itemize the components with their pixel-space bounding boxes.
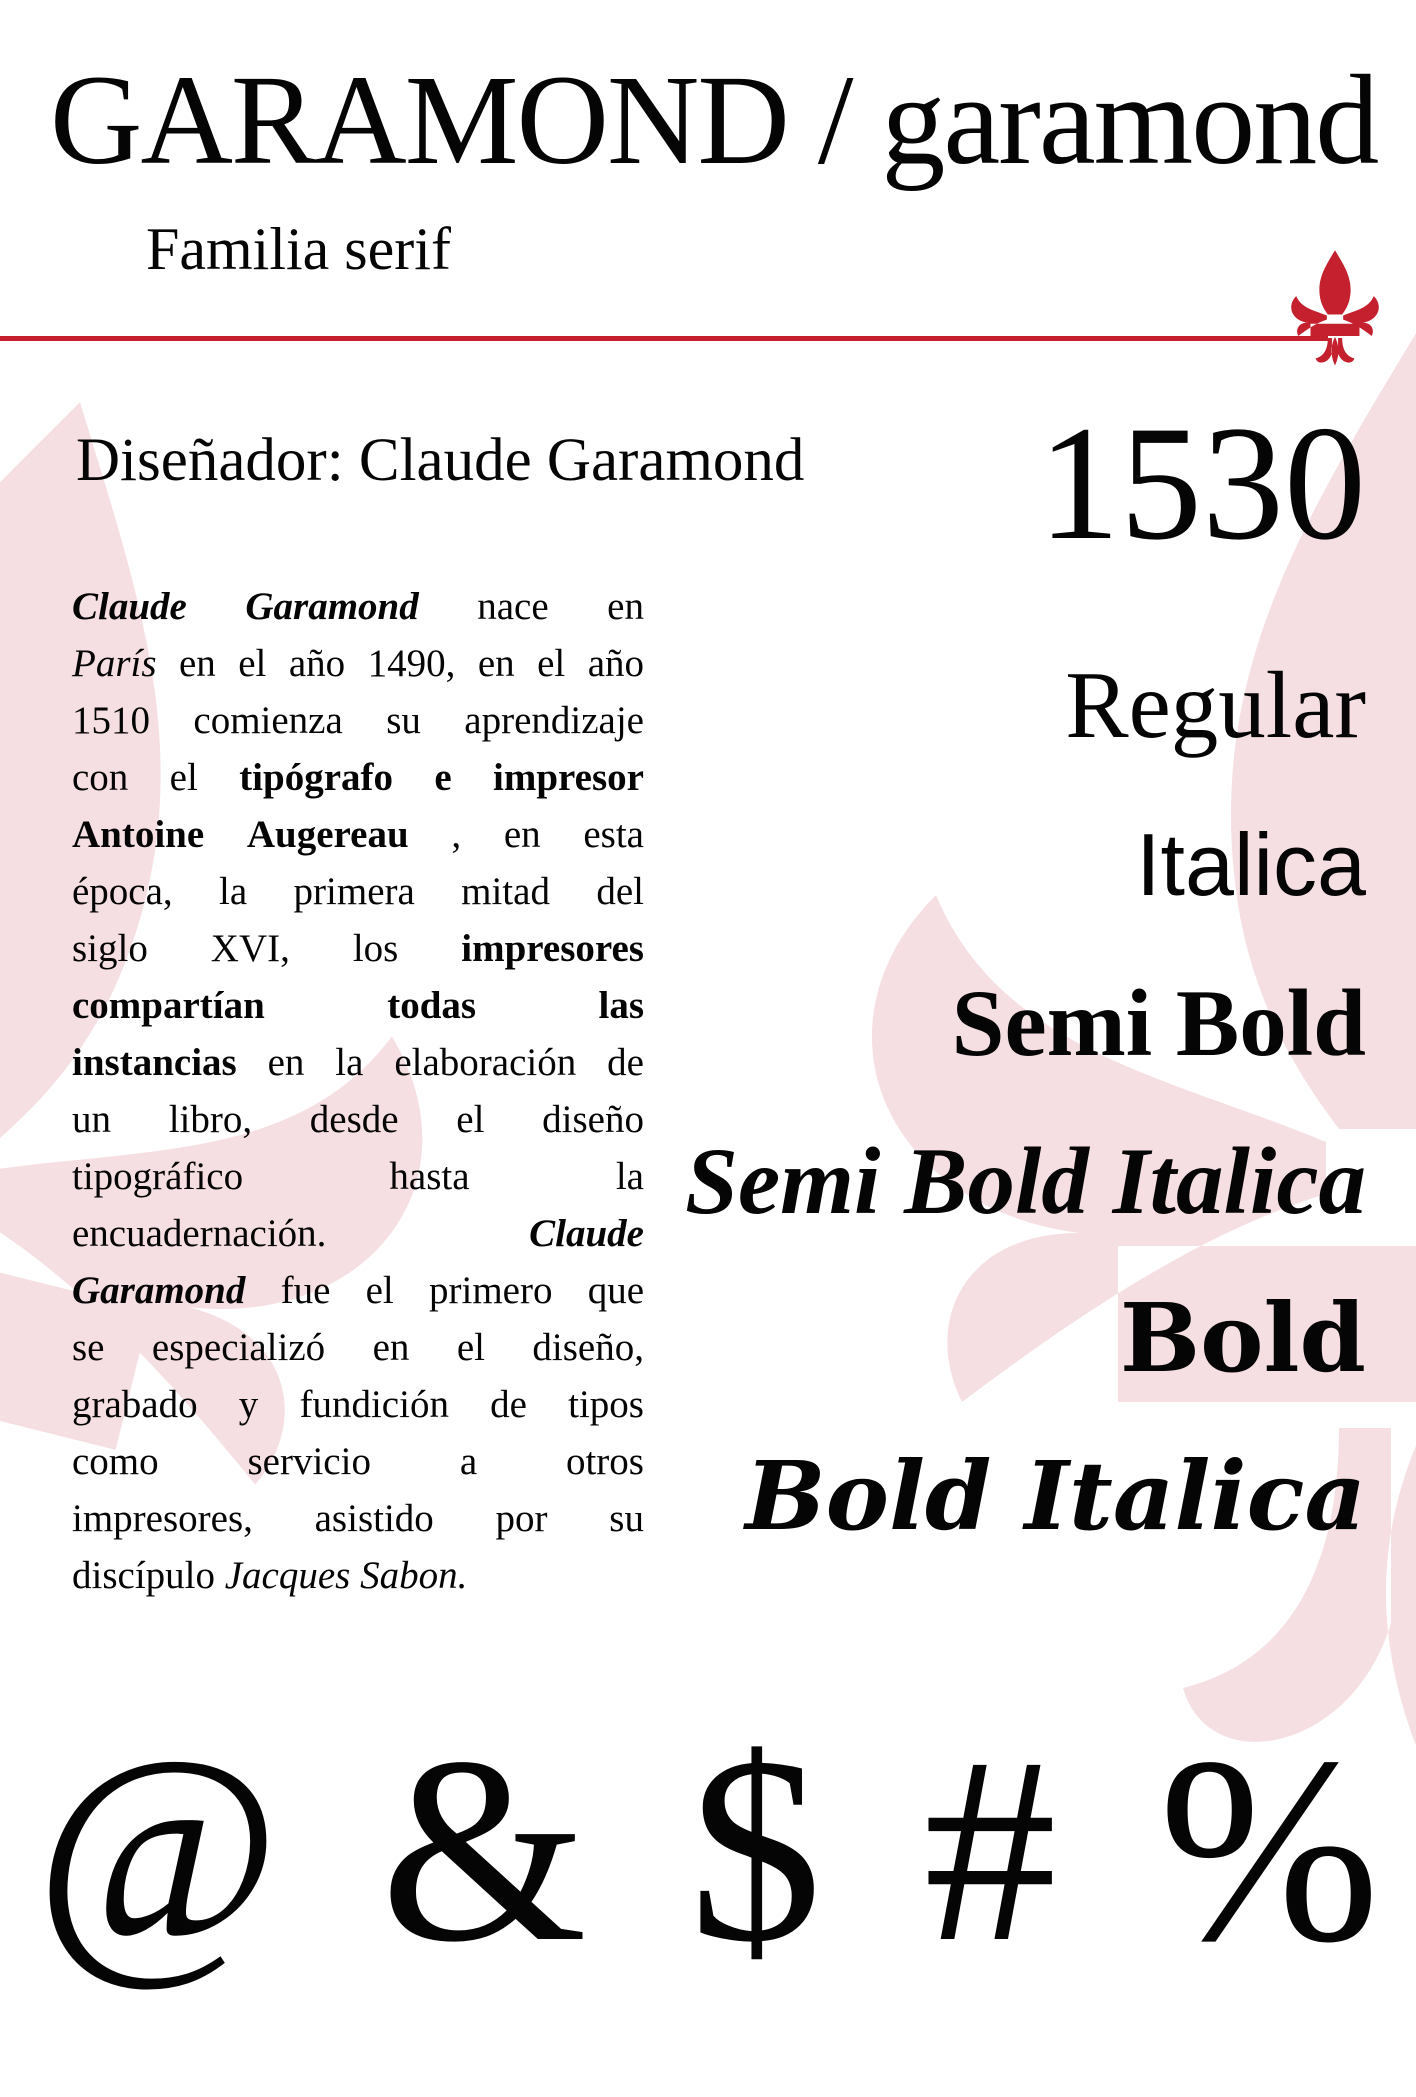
bio-word: por bbox=[495, 1497, 548, 1540]
bio-word: todas bbox=[387, 984, 477, 1027]
bio-word: los bbox=[352, 927, 399, 970]
bio-line bbox=[72, 1091, 644, 1148]
bio-word: su bbox=[386, 699, 421, 742]
bio-word: la bbox=[615, 1155, 644, 1198]
bio-paragraph bbox=[72, 578, 644, 1604]
bio-word: impresores bbox=[461, 927, 644, 970]
bio-word: primera bbox=[293, 870, 415, 913]
bio-word: el bbox=[238, 642, 267, 685]
bio-word: 1490, bbox=[367, 642, 456, 685]
bio-word: el bbox=[365, 1269, 394, 1312]
bio-word: un bbox=[72, 1098, 111, 1141]
bio-line bbox=[72, 1034, 644, 1091]
bio-word: XVI, bbox=[210, 927, 290, 970]
bio-word: Garamond bbox=[245, 585, 419, 628]
bio-word: e bbox=[434, 756, 452, 799]
bio-line bbox=[72, 1148, 644, 1205]
designer-heading: Diseñador: Claude Garamond bbox=[76, 427, 805, 494]
bio-word: encuadernación. bbox=[72, 1212, 327, 1255]
bio-word: otros bbox=[565, 1440, 644, 1483]
bio-line bbox=[72, 977, 644, 1034]
bio-word: año bbox=[587, 642, 644, 685]
bio-line bbox=[72, 1547, 644, 1604]
bio-word: como bbox=[72, 1440, 159, 1483]
bio-word: siglo bbox=[72, 927, 148, 970]
bio-word: Claude bbox=[72, 585, 187, 628]
bio-word: París bbox=[72, 642, 157, 685]
specimen-glyph: $ bbox=[688, 1702, 822, 1997]
bio-word: grabado bbox=[72, 1383, 198, 1426]
bio-word: Garamond bbox=[72, 1269, 246, 1312]
bio-word: que bbox=[587, 1269, 644, 1312]
bio-word: tipógrafo bbox=[239, 756, 393, 799]
bio-word: de bbox=[490, 1383, 527, 1426]
bio-word: Claude bbox=[529, 1212, 644, 1255]
bio-word: el bbox=[537, 642, 566, 685]
bio-line bbox=[72, 1262, 644, 1319]
bio-line bbox=[72, 1205, 644, 1262]
bio-line bbox=[72, 692, 644, 749]
bio-word: las bbox=[598, 984, 644, 1027]
bio-word: , bbox=[451, 813, 462, 856]
bio-word: del bbox=[596, 870, 644, 913]
bio-word: esta bbox=[583, 813, 644, 856]
bio-word: nace bbox=[477, 585, 549, 628]
bio-text-run: Jacques Sabon. bbox=[224, 1554, 468, 1597]
weight-label-semi-bold-italica: Semi Bold Italica bbox=[685, 1128, 1366, 1234]
bio-word: y bbox=[238, 1383, 259, 1426]
bio-word: el bbox=[169, 756, 198, 799]
bio-line bbox=[72, 920, 644, 977]
bio-line bbox=[72, 806, 644, 863]
bio-word: la bbox=[219, 870, 248, 913]
weight-label-bold: Bold bbox=[1119, 1283, 1366, 1394]
bio-word: en bbox=[372, 1326, 410, 1369]
fleur-de-lis-icon bbox=[1284, 250, 1386, 377]
year-label: 1530 bbox=[1038, 393, 1366, 574]
bio-line bbox=[72, 635, 644, 692]
bio-word: la bbox=[335, 1041, 364, 1084]
bio-word: mitad bbox=[461, 870, 550, 913]
bio-word: primero bbox=[429, 1269, 553, 1312]
bio-word: desde bbox=[309, 1098, 399, 1141]
bio-line bbox=[72, 1433, 644, 1490]
bio-word: impresor bbox=[493, 756, 644, 799]
weight-label-semi-bold: Semi Bold bbox=[951, 970, 1366, 1076]
bio-line bbox=[72, 1490, 644, 1547]
bio-text-run: discípulo bbox=[72, 1554, 225, 1597]
bio-word: instancias bbox=[72, 1041, 237, 1084]
bio-word: servicio bbox=[247, 1440, 371, 1483]
bio-word: en bbox=[178, 642, 216, 685]
bio-word: en bbox=[267, 1041, 305, 1084]
specimen-glyph: # bbox=[923, 1702, 1057, 1997]
bio-word: su bbox=[609, 1497, 644, 1540]
bio-word: en bbox=[503, 813, 541, 856]
bio-word: fue bbox=[280, 1269, 331, 1312]
bio-word: en bbox=[607, 585, 644, 628]
specimen-glyph: & bbox=[380, 1702, 588, 1997]
bio-word: Antoine bbox=[72, 813, 205, 856]
bio-word: época, bbox=[72, 870, 173, 913]
bio-word: de bbox=[607, 1041, 644, 1084]
bio-word: especializó bbox=[151, 1326, 326, 1369]
bio-line bbox=[72, 1319, 644, 1376]
bio-word: fundición bbox=[299, 1383, 449, 1426]
bio-word: año bbox=[288, 642, 346, 685]
bio-word: comienza bbox=[193, 699, 343, 742]
bio-line bbox=[72, 1376, 644, 1433]
bio-word: libro, bbox=[168, 1098, 253, 1141]
header-rule bbox=[0, 336, 1328, 341]
bio-word: aprendizaje bbox=[464, 699, 644, 742]
bio-word: a bbox=[459, 1440, 478, 1483]
bio-word: asistido bbox=[314, 1497, 434, 1540]
bio-word: diseño bbox=[542, 1098, 644, 1141]
bio-word: diseño, bbox=[532, 1326, 644, 1369]
bio-word: Augereau bbox=[246, 813, 409, 856]
specimen-glyph: @ bbox=[34, 1702, 279, 1997]
bio-word: se bbox=[72, 1326, 105, 1369]
bio-line bbox=[72, 749, 644, 806]
bio-word: con bbox=[72, 756, 129, 799]
weight-label-italica: Italica bbox=[1136, 815, 1366, 914]
bio-word: hasta bbox=[389, 1155, 470, 1198]
specimen-glyph: % bbox=[1158, 1702, 1380, 1997]
bio-line bbox=[72, 863, 644, 920]
weight-label-bold-italica: Bold Italica bbox=[745, 1441, 1366, 1552]
weight-label-regular: Regular bbox=[1065, 652, 1366, 758]
bio-line bbox=[72, 578, 644, 635]
bio-word: elaboración bbox=[394, 1041, 577, 1084]
bio-word: el bbox=[456, 1098, 485, 1141]
page-title: GARAMOND / garamond bbox=[50, 49, 1378, 191]
bio-word: tipos bbox=[568, 1383, 644, 1426]
bio-word: compartían bbox=[72, 984, 265, 1027]
glyph-specimen-row bbox=[34, 1700, 1380, 2000]
bio-word: el bbox=[456, 1326, 485, 1369]
page-subtitle: Familia serif bbox=[146, 216, 451, 282]
bio-word: tipográfico bbox=[72, 1155, 244, 1198]
bio-word: 1510 bbox=[72, 699, 150, 742]
bio-word: impresores, bbox=[72, 1497, 253, 1540]
bio-word: en bbox=[477, 642, 515, 685]
